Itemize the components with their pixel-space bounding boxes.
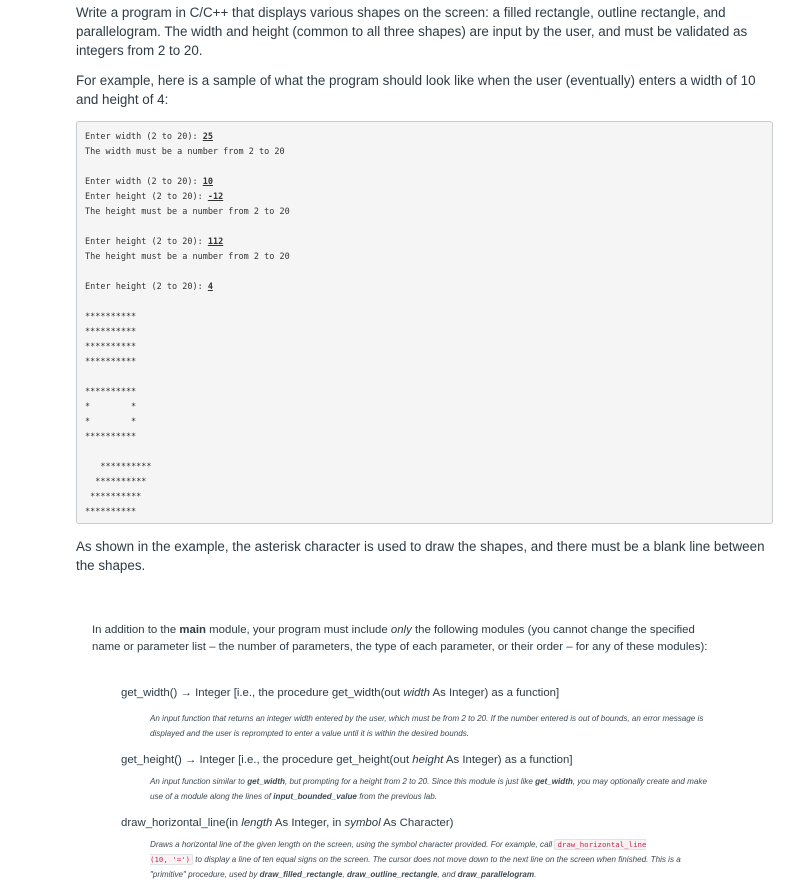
modules-intro: In addition to the main module, your program must include only the following modules (you cannot change the specified name or parameter list – the number of parameters, the type of each parameter, or their order – for any of these modules):: [92, 624, 708, 653]
module-get-height-description: An input function similar to get_width, but prompting for a height from 2 to 20. Since this module is just like get_width, you may optionally create and make use of a module along the lines of input_bounded_value from the previous lab.: [150, 777, 707, 801]
shapes-note-paragraph: As shown in the example, the asterisk character is used to draw the shapes, and there must be a blank line between the shapes.: [76, 539, 765, 573]
inline-code-call: draw_horizontal_line (10, '='): [150, 840, 647, 864]
module-get-width-description: An input function that returns an integer width entered by the user, which must be from 2 to 20. If the number entered is out of bounds, an error message is displayed and the user is reprompted to enter a value until it is within the desired bounds.: [150, 714, 704, 738]
module-draw-horizontal-line-description: Draws a horizontal line of the given length on the screen, using the symbol character provided. For example, call draw_horizontal_line (10, '=') to display a line of ten equal signs on the screen. The cursor does not move down to the next line on the screen when finished. This is a "primitive" procedure, used by draw_filled_rectangle, draw_outline_rectangle, and draw_parallelogram.: [150, 840, 681, 879]
example-paragraph: For example, here is a sample of what the program should look like when the user (eventually) enters a width of 10 and height of 4:: [76, 73, 756, 107]
module-get-width-signature: get_width() → Integer [i.e., the procedure get_width(out width As Integer) as a function]: [121, 687, 560, 699]
sample-output-box: [76, 121, 773, 524]
module-get-height-signature: get_height() → Integer [i.e., the procedure get_height(out height As Integer) as a function]: [121, 754, 573, 766]
sample-output: Enter width (2 to 20): 25 The width must be a number from 2 to 20 Enter width (2 to 20): 10 Enter height (2 to 20): -12 The height must be a number from 2 to 20 Enter height (2 to 20): 112 The height must be a number from 2 to 20 Enter height (2 to 20): 4 ********** ********** ********** ********** ********** * * * * ********** ********** ********** ********** **********: [85, 132, 290, 517]
intro-paragraph: Write a program in C/C++ that displays various shapes on the screen: a filled rectangle, outline rectangle, and parallelogram. The width and height (common to all three shapes) are input by the user, and must be validated as integers from 2 to 20.: [76, 5, 748, 58]
module-draw-horizontal-line-signature: draw_horizontal_line(in length As Integer, in symbol As Character): [121, 817, 454, 829]
